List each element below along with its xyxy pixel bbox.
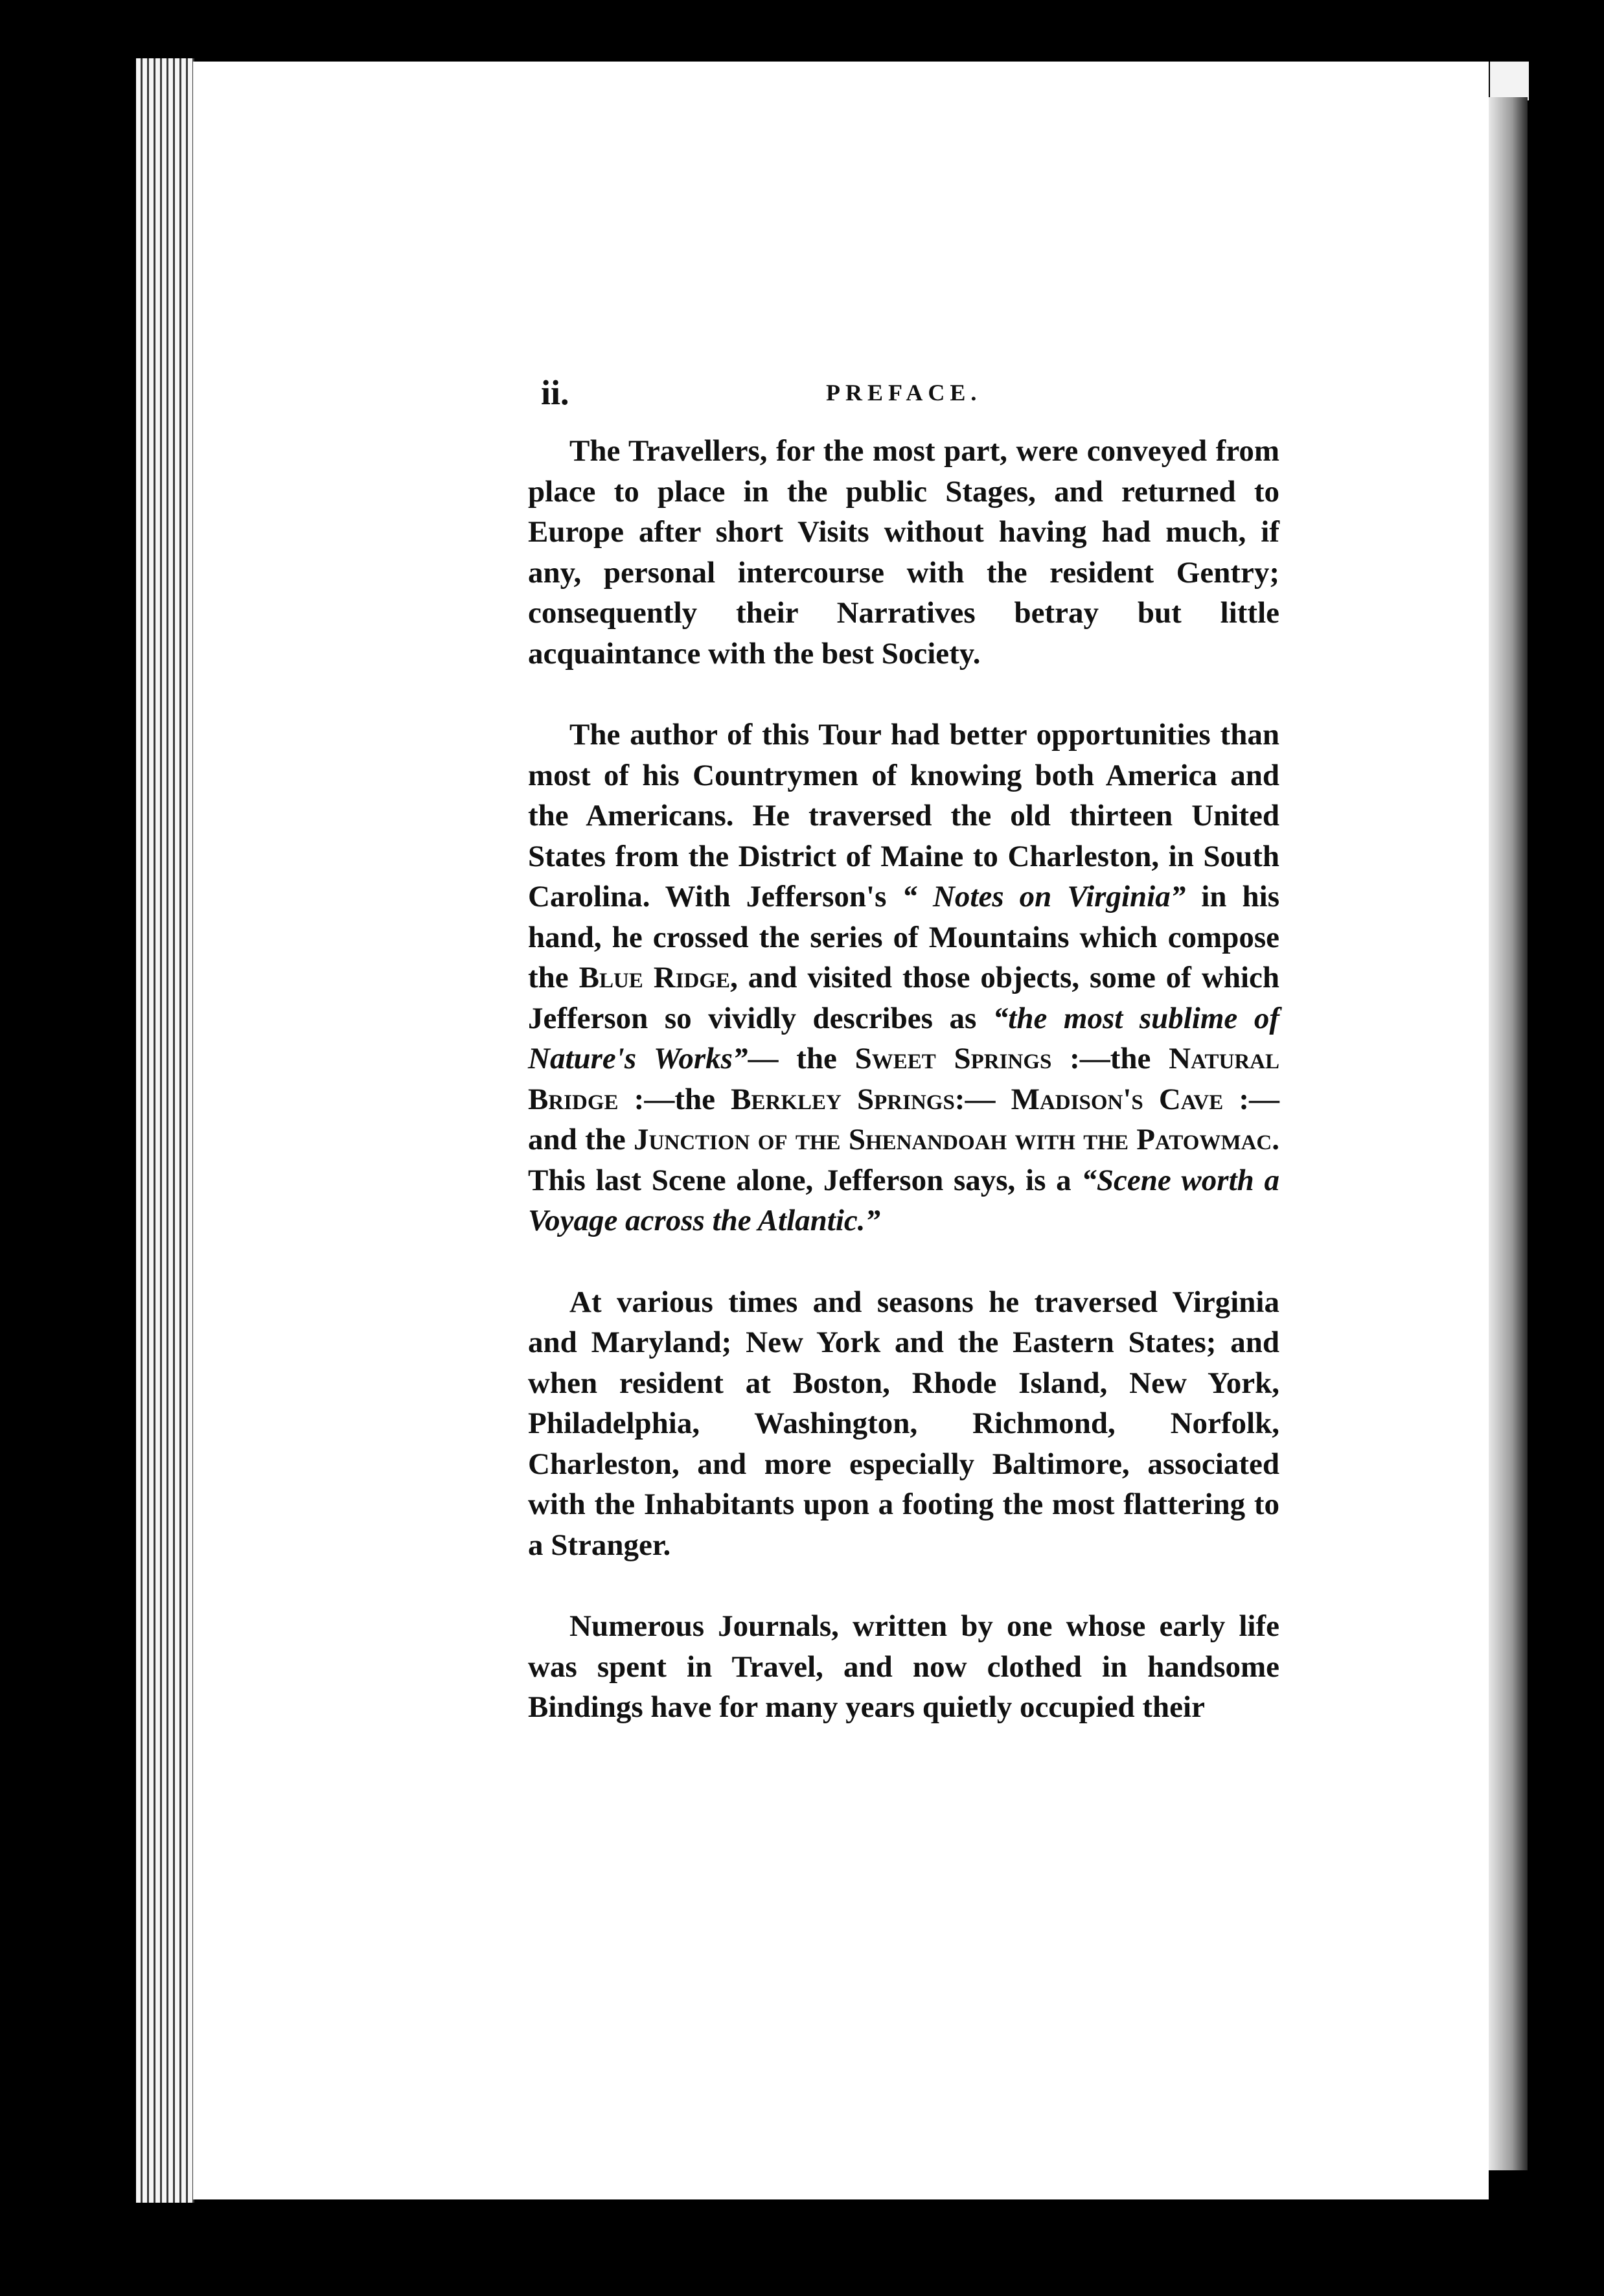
place-sweet-springs: Sweet Springs <box>854 1042 1052 1075</box>
place-natural-bridge: Natural Bridge <box>528 1042 1279 1116</box>
quotation-sublime-works: “the most sublime of Nature's Works” <box>528 1001 1279 1075</box>
paragraph-4: Numerous Journals, written by one whose early life was spent in Travel, and now clothed in handsome Bindings have for many years quietly occupied their <box>528 1609 1279 1724</box>
place-blue-ridge: Blue Ridge <box>579 961 731 994</box>
page-header <box>541 373 1279 411</box>
text-run: This last Scene alone, Jefferson says, is a <box>528 1163 1082 1197</box>
book-title-notes-on-virginia: “ Notes on Virginia” <box>902 880 1186 913</box>
paragraph-2 <box>528 715 1279 1241</box>
book-binding-edge <box>136 58 194 2203</box>
page-corner <box>1490 62 1529 100</box>
paragraph-3: At various times and seasons he traversed Virginia and Maryland; New York and the Eastern States; and when resident at Boston, Rhode Island, New York, Philadelphia, Washington, Richmond, Norfolk, Charleston, and more especially Baltimore, associated with the Inhabitants upon a footing the most flattering to a Stranger. <box>528 1285 1279 1562</box>
text-run: — the <box>748 1042 855 1075</box>
quotation-scene-worth: “Scene worth a Voyage across the Atlantic.” <box>528 1163 1280 1237</box>
place-berkley-springs: Berkley Springs <box>731 1082 955 1116</box>
text-run: The author of this Tour had better opportunities than most of his Countrymen of knowing both America and the Americans. He traversed the old thirteen United States from the District of Maine to Charleston, in South Carolina. With Jefferson's <box>528 718 1279 913</box>
text-run: :—the <box>618 1082 731 1116</box>
text-run: in his hand, he crossed the series of Mountains which compose the <box>528 880 1279 994</box>
text-run: :— <box>954 1082 1011 1116</box>
text-run: :—the <box>1051 1042 1169 1075</box>
facing-page-edge <box>1489 97 1528 2170</box>
text-run: :—and the <box>528 1082 1280 1156</box>
place-madisons-cave: Madison's Cave <box>1011 1082 1224 1116</box>
text-run: , and visited those objects, some of which Jefferson so vividly describes as <box>528 961 1280 1035</box>
paragraph-1: The Travellers, for the most part, were conveyed from place to place in the public Stages, and returned to Europe after short Visits without having had much, if any, personal intercourse with the resident Gentry; consequently their Narratives betray but little acquaintance with the best Society. <box>528 434 1279 671</box>
running-head: PREFACE. <box>826 380 982 406</box>
body-text <box>528 431 1279 1728</box>
page-number: ii. <box>541 373 569 412</box>
place-junction-shenandoah: Junction of the Shenandoah with the Patowmac. <box>634 1123 1279 1156</box>
